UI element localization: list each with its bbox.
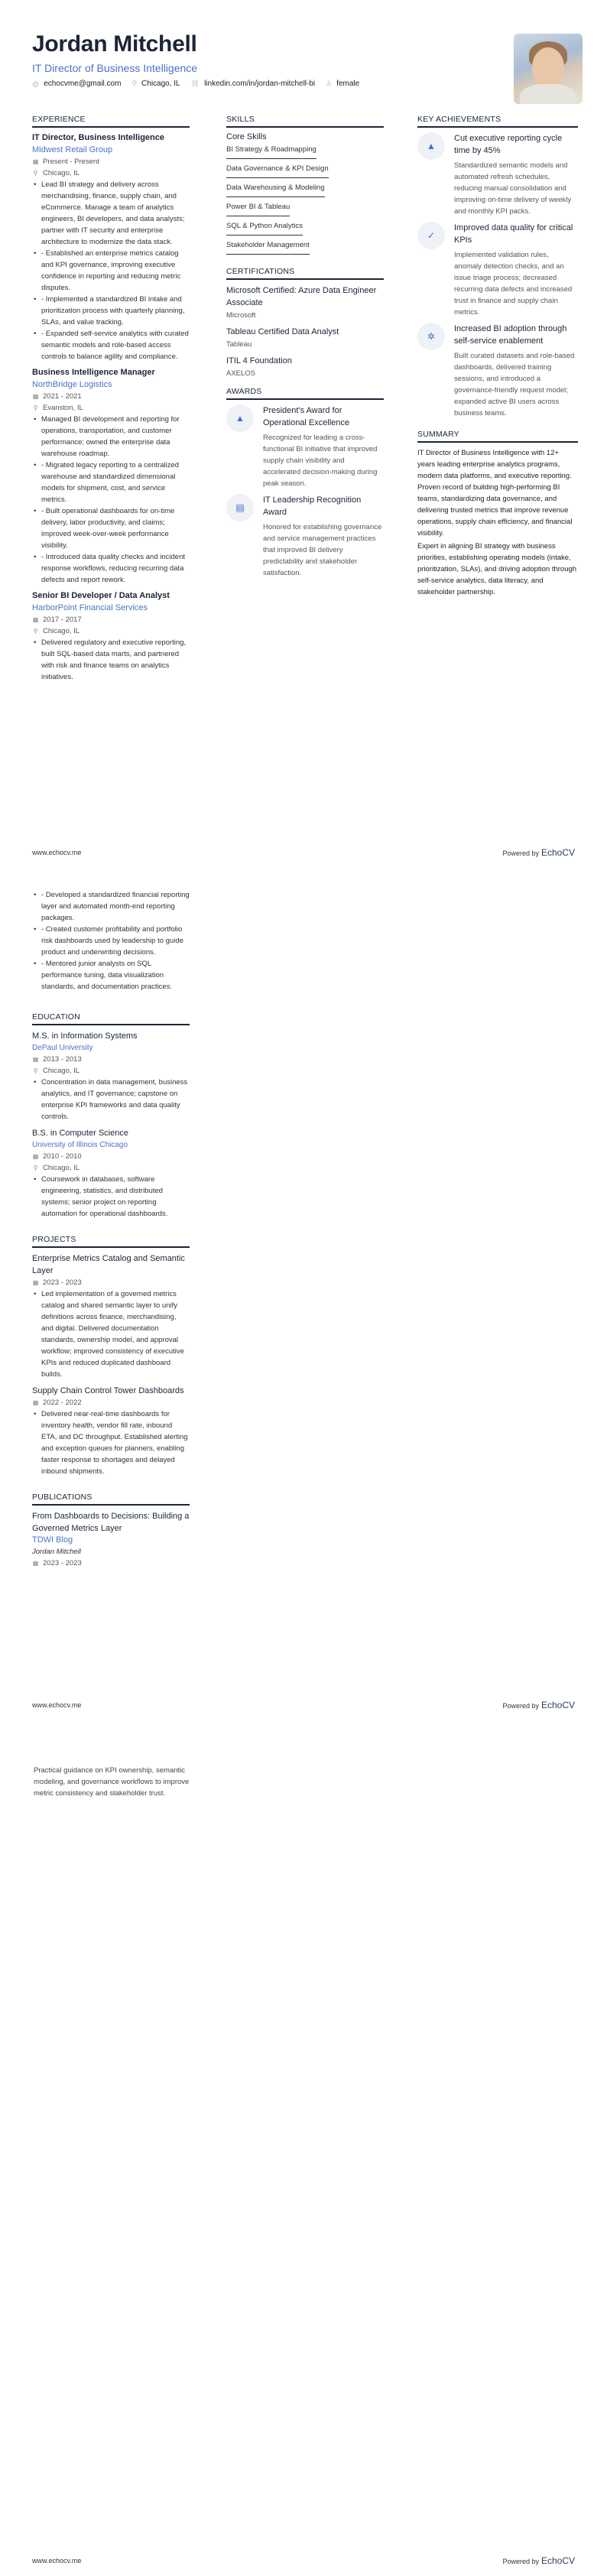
calendar-icon: ▦: [32, 1279, 39, 1286]
certification-item: [226, 284, 384, 321]
calendar-icon: ▦: [32, 1153, 39, 1160]
job-dates: 2017 - 2017: [43, 616, 82, 624]
publication-description: Practical guidance on KPI ownership, semantic modeling, and governance workflows to improve metric consistency and stakeholder trust.: [34, 1766, 190, 1798]
projects-heading: PROJECTS: [32, 1235, 190, 1248]
bullet: • Managed BI development and reporting for operations, transportation, and customer performance; owned the enterprise data warehouse roadmap.: [32, 414, 190, 460]
location-pin-icon: ⚲: [33, 1165, 38, 1171]
calendar-icon: ▦: [32, 158, 39, 165]
cert-issuer: Microsoft: [226, 311, 256, 320]
achievement-title: Improved data quality for critical KPIs: [454, 223, 573, 245]
publication-publisher[interactable]: TDWI Blog: [32, 1535, 73, 1545]
job-dates: Present - Present: [43, 158, 99, 166]
certification-item: [226, 326, 384, 350]
project-item: [32, 1385, 190, 1477]
certifications-heading: CERTIFICATIONS: [226, 267, 384, 280]
award-title: President's Award for Operational Excellence: [263, 406, 350, 427]
award-icon: ▲: [226, 404, 254, 432]
education-item: [32, 1030, 190, 1122]
project-title: Supply Chain Control Tower Dashboards: [32, 1386, 184, 1395]
left-column-continued: [32, 889, 190, 1574]
page-footer: [0, 2553, 607, 2568]
at-icon: @: [32, 80, 40, 88]
publications-heading: PUBLICATIONS: [32, 1493, 190, 1506]
location-value: Chicago, IL: [141, 80, 180, 88]
job-title: IT Director, Business Intelligence: [32, 133, 164, 142]
footer-website[interactable]: www.echocv.me: [32, 1701, 82, 1709]
job-dates: 2021 - 2021: [43, 392, 82, 401]
summary-text: [417, 447, 578, 598]
company-name: NorthBridge Logistics: [32, 380, 112, 389]
calendar-icon: ▦: [32, 1056, 39, 1063]
skill-item: Power BI & Tableau: [226, 202, 290, 216]
job-bullets: [32, 637, 190, 683]
edu-location: Chicago, IL: [43, 1067, 80, 1075]
resume-page-2: [0, 859, 607, 1717]
experience-item: [32, 590, 190, 683]
award-description: Recognized for leading a cross-functional BI initiative that improved supply chain visibility and accelerated decision-making during peak season.: [263, 434, 378, 488]
job-location: Evanston, IL: [43, 404, 83, 412]
resume-header: [32, 31, 583, 107]
person-icon: ♙: [326, 80, 333, 87]
achievement-item: [417, 323, 578, 419]
cert-name: Microsoft Certified: Azure Data Engineer Associate: [226, 286, 377, 307]
gender-value: female: [336, 80, 360, 88]
key-achievements-heading: KEY ACHIEVEMENTS: [417, 115, 578, 128]
experience-item: [32, 132, 190, 362]
project-dates: 2022 - 2022: [43, 1398, 82, 1407]
email-value: echocvme@gmail.com: [44, 80, 122, 88]
bullet: • - Created customer profitability and portfolio risk dashboards used by leadership to guide product and underwriting decisions.: [32, 924, 190, 958]
awards-heading: AWARDS: [226, 387, 384, 400]
experience-column: [32, 115, 190, 687]
echocv-brand[interactable]: EchoCV: [540, 847, 575, 858]
linkedin-value: linkedin.com/in/jordan-mitchell-bi: [204, 80, 316, 88]
check-icon: ✓: [417, 222, 445, 249]
bullet: • - Introduced data quality checks and incident response workflows, reducing recurring data defects and report rework.: [32, 551, 190, 586]
skill-item: Stakeholder Management: [226, 240, 310, 255]
contact-linkedin[interactable]: [191, 80, 316, 88]
cert-issuer: AXELOS: [226, 369, 256, 378]
job-bullets-continued: [32, 889, 190, 992]
summary-paragraph: IT Director of Business Intelligence with 12+ years leading enterprise analytics programs, modern data platforms, and executive reporting. Proven record of building high-performing BI teams, standardizing data governance, and delivering trusted metrics that improve revenue operations, supply chain efficiency, and financial visibility.: [417, 449, 573, 538]
degree: M.S. in Information Systems: [32, 1031, 138, 1041]
edu-dates: 2013 - 2013: [43, 1055, 82, 1064]
edu-location: Chicago, IL: [43, 1164, 80, 1172]
footer-website[interactable]: www.echocv.me: [32, 2557, 82, 2565]
calendar-icon: ▦: [32, 1560, 39, 1567]
cert-name: Tableau Certified Data Analyst: [226, 327, 339, 336]
echocv-brand[interactable]: EchoCV: [540, 2555, 575, 2566]
achievement-title: Cut executive reporting cycle time by 45%: [454, 134, 563, 155]
skill-item: Data Warehousing & Modeling: [226, 183, 325, 197]
link-icon: ⛓: [190, 80, 200, 87]
job-location: Chicago, IL: [43, 627, 80, 635]
calendar-icon: ▦: [32, 616, 39, 623]
bullet: • - Developed a standardized financial reporting layer and automated month-end reporting packages.: [32, 889, 190, 924]
bullet: • Delivered regulatory and executive reporting, built SQL-based data marts, and partnered with risk and finance teams on analytics initiatives.: [32, 637, 190, 683]
middle-column: [226, 115, 384, 583]
achievement-item: [417, 222, 578, 318]
experience-item: [32, 367, 190, 586]
location-pin-icon: ⚲: [33, 404, 38, 411]
achievement-title: Increased BI adoption through self-service enablement: [454, 324, 567, 346]
location-pin-icon: ⚲: [131, 80, 138, 87]
publication-author: Jordan Mitchell: [32, 1548, 81, 1556]
contact-gender: [326, 80, 359, 88]
publication-item: [32, 1510, 190, 1569]
skills-heading: SKILLS: [226, 115, 384, 128]
award-item: [226, 404, 384, 489]
location-pin-icon: ⚲: [33, 628, 38, 635]
bullet: • Delivered near-real-time dashboards for inventory health, vendor fill rate, inbound ETA, and DC throughput. Established alerting and exception queues for planners, enabling faster response to shortages and delayed inbound shipments.: [32, 1408, 190, 1477]
bullet: • - Implemented a standardized BI intake and prioritization process with quarterly planning, SLAs, and value tracking.: [32, 294, 190, 328]
job-title: Senior BI Developer / Data Analyst: [32, 591, 170, 600]
candidate-name: Jordan Mitchell: [32, 31, 197, 57]
skill-item: BI Strategy & Roadmapping: [226, 145, 316, 159]
achievement-description: Standardized semantic models and automated refresh schedules, reducing manual consolidation and improving on-time delivery of weekly and monthly KPI packs.: [454, 161, 572, 216]
bullet: • - Expanded self-service analytics with curated semantic models and role-based access controls to balance agility and compliance.: [32, 328, 190, 362]
bullet: • Concentration in data management, business analytics, and IT governance; capstone on enterprise KPI frameworks and data quality controls.: [32, 1077, 190, 1122]
left-column-continued: [34, 1765, 191, 1799]
publication-title: From Dashboards to Decisions: Building a Governed Metrics Layer: [32, 1512, 190, 1533]
calendar-icon: ▤: [226, 494, 254, 521]
powered-by-label: Powered by: [502, 1702, 539, 1710]
skill-item: SQL & Python Analytics: [226, 221, 303, 236]
skills-list: [226, 145, 384, 259]
job-bullets: [32, 414, 190, 586]
project-item: [32, 1252, 190, 1380]
bell-icon: ▲: [417, 132, 445, 160]
footer-website[interactable]: www.echocv.me: [32, 849, 82, 856]
summary-heading: SUMMARY: [417, 430, 578, 443]
award-item: [226, 494, 384, 579]
bullet: • - Mentored junior analysts on SQL performance tuning, data visualization standards, and documentation practices.: [32, 958, 190, 992]
company-name: Midwest Retail Group: [32, 145, 113, 154]
award-title: IT Leadership Recognition Award: [263, 495, 362, 517]
degree: B.S. in Computer Science: [32, 1129, 128, 1138]
achievement-description: Built curated datasets and role-based dashboards, delivered training sessions, and introduced a governance-friendly request model; expanded active BI users across business teams.: [454, 352, 575, 417]
location-pin-icon: ⚲: [33, 1067, 38, 1074]
candidate-title: IT Director of Business Intelligence: [32, 62, 198, 74]
bullet: • Lead BI strategy and delivery across merchandising, finance, supply chain, and eCommerce. Manage a team of analytics engineers, BI developers, and data analysts; partner with IT security and enterprise architecture to modernize the data stack.: [32, 179, 190, 248]
edu-dates: 2010 - 2010: [43, 1152, 82, 1161]
company-name: HarborPoint Financial Services: [32, 603, 148, 612]
school: DePaul University: [32, 1044, 93, 1052]
bullet: • - Migrated legacy reporting to a centralized warehouse and standardized dimensional models for shipment, cost, and service metrics.: [32, 460, 190, 505]
sparkle-icon: ✲: [417, 323, 445, 350]
job-title: Business Intelligence Manager: [32, 368, 155, 377]
skill-item: Data Governance & KPI Design: [226, 164, 329, 178]
job-bullets: [32, 179, 190, 362]
job-location: Chicago, IL: [43, 169, 80, 177]
publication-dates: 2023 - 2023: [43, 1559, 82, 1567]
award-description: Honored for establishing governance and service management practices that improved BI delivery predictability and stakeholder satisfaction.: [263, 523, 382, 577]
location-pin-icon: ⚲: [33, 170, 38, 177]
experience-heading: EXPERIENCE: [32, 115, 190, 128]
contact-email[interactable]: [32, 80, 121, 88]
bullet: • - Built operational dashboards for on-time delivery, labor productivity, and claims; improved week-over-week performance visibility.: [32, 505, 190, 551]
page-footer: [0, 1697, 607, 1713]
skill-group-title: Core Skills: [226, 132, 267, 141]
achievement-description: Implemented validation rules, anomaly detection checks, and an issue triage process; decreased recurring data defects and increased trust in finance and supply chain metrics.: [454, 251, 573, 317]
powered-by-label: Powered by: [502, 849, 539, 857]
education-item: [32, 1127, 190, 1220]
project-dates: 2023 - 2023: [43, 1278, 82, 1287]
bullet: • Led implementation of a governed metrics catalog and shared semantic layer to unify definitions across finance, merchandising, and digital. Delivered documentation standards, ownership model, and approval workflow; improved consistency of executive KPIs and reduced duplicated dashboard builds.: [32, 1288, 190, 1380]
page-footer: [0, 845, 607, 860]
summary-paragraph: Expert in aligning BI strategy with business priorities, establishing operating models (intake, prioritization, SLAs), and driving adoption through self-service analytics, data literacy, and stakeholder partnership.: [417, 542, 577, 596]
cert-name: ITIL 4 Foundation: [226, 356, 292, 365]
school: University of Illinois Chicago: [32, 1141, 128, 1149]
cert-issuer: Tableau: [226, 340, 252, 349]
bullet: • Coursework in databases, software engineering, statistics, and distributed systems; senior project on reporting automation for operational dashboards.: [32, 1174, 190, 1220]
education-heading: EDUCATION: [32, 1012, 190, 1025]
contact-row: [32, 80, 583, 88]
calendar-icon: ▦: [32, 393, 39, 400]
bullet: • - Established an enterprise metrics catalog and KPI governance, improving executive confidence in reporting and reducing metric disputes.: [32, 248, 190, 294]
calendar-icon: ▦: [32, 1399, 39, 1406]
profile-photo: [514, 34, 583, 104]
contact-location: [131, 80, 180, 88]
project-title: Enterprise Metrics Catalog and Semantic Layer: [32, 1254, 185, 1275]
echocv-brand[interactable]: EchoCV: [540, 1700, 575, 1710]
right-column: [417, 115, 578, 599]
resume-page-3: [0, 1717, 607, 2576]
powered-by-label: Powered by: [502, 2558, 539, 2565]
achievement-item: [417, 132, 578, 217]
certification-item: [226, 355, 384, 379]
resume-page-1: [0, 0, 607, 859]
